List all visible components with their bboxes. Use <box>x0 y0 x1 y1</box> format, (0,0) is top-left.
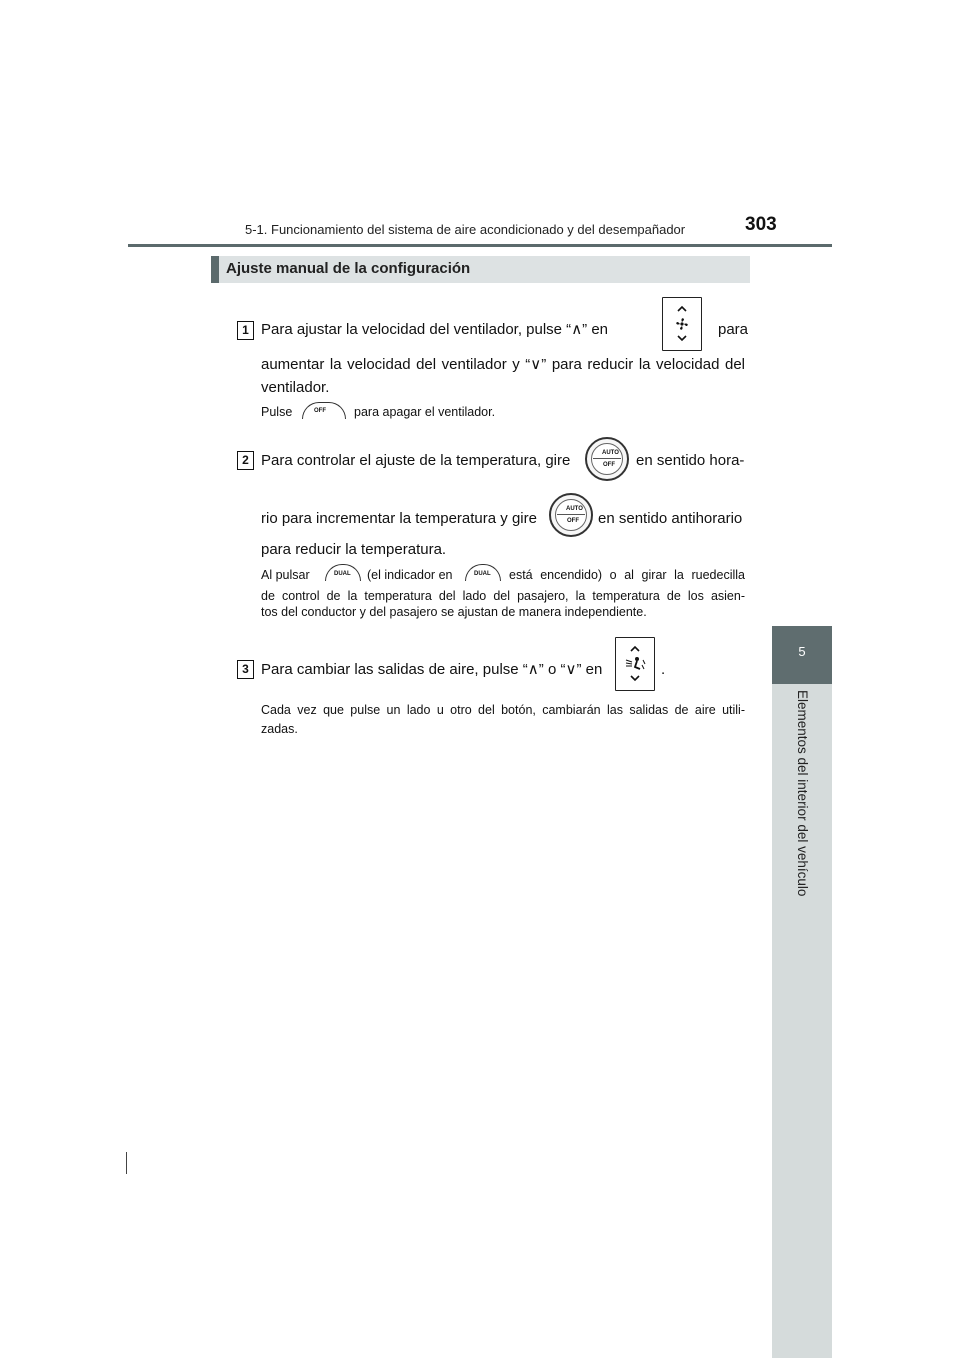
temperature-dial-face <box>591 443 623 475</box>
step-1-text-a: Para ajustar la velocidad del ventilador, pulse “ <box>261 321 572 338</box>
fan-icon <box>675 317 689 331</box>
step-2-note-2: de control de la temperatura del lado del pasajero, la temperatura de los asien- <box>261 589 745 603</box>
step-3-text-b: ” o “ <box>538 661 566 678</box>
down-symbol: ∨ <box>565 661 577 678</box>
step-number-1: 1 <box>237 321 254 340</box>
step-3-text-c: ” en <box>576 661 603 678</box>
fan-off-button[interactable] <box>302 402 346 419</box>
running-header: 5-1. Funcionamiento del sistema de aire acondicionado y del desempañador <box>245 222 686 237</box>
dual-indicator-label: DUAL <box>474 571 491 577</box>
up-symbol-2: ∧ <box>527 661 539 678</box>
step-3-text-d: . <box>661 661 666 678</box>
temperature-dial-2[interactable] <box>549 493 593 537</box>
step-2-note-1a: Al pulsar <box>261 568 310 582</box>
dial-2-divider <box>557 514 585 515</box>
up-symbol: ∧ <box>571 321 583 338</box>
step-1-text-c: para <box>718 321 749 338</box>
fan-speed-button[interactable] <box>662 297 702 351</box>
step-3-note-2: zadas. <box>261 722 298 736</box>
step-2-note-3: tos del conductor y del pasajero se ajustan de manera independiente. <box>261 605 647 619</box>
temperature-dial[interactable] <box>585 437 629 481</box>
page-number: 303 <box>745 214 777 235</box>
step-2-note-1c: está encendido) o al girar la ruedecilla <box>509 568 745 582</box>
airflow-mode-button[interactable] <box>615 637 655 691</box>
step-1-text-b: ” en <box>582 321 609 338</box>
step-2-text-d: en sentido antihorario <box>598 510 743 527</box>
off-label-2: OFF <box>567 518 579 524</box>
chapter-title: Elementos del interior del vehículo <box>795 690 810 897</box>
auto-label-2: AUTO <box>566 506 583 512</box>
airflow-mode-icon <box>623 656 647 672</box>
header-rule <box>128 244 832 247</box>
temperature-dial-2-face <box>555 499 587 531</box>
crop-mark <box>126 1152 127 1174</box>
fan-off-label: OFF <box>314 408 326 414</box>
step-3-text-a: Para cambiar las salidas de aire, pulse “ <box>261 661 528 678</box>
dual-button[interactable] <box>325 564 361 581</box>
step-1-line-3: ventilador. <box>261 379 330 396</box>
step-2-line-3: para reducir la temperatura. <box>261 541 447 558</box>
dial-divider <box>593 458 621 459</box>
dual-indicator-button[interactable] <box>465 564 501 581</box>
off-label: OFF <box>603 462 615 468</box>
step-number-2: 2 <box>237 451 254 470</box>
auto-label: AUTO <box>602 450 619 456</box>
step-2-text-a: Para controlar el ajuste de la temperatura, gire <box>261 452 571 469</box>
section-banner-accent <box>211 256 219 283</box>
step-1-line-1 <box>261 319 608 341</box>
chapter-number: 5 <box>798 644 806 659</box>
step-1-line-2: aumentar la velocidad del ventilador y “∨” para reducir la velocidad del <box>261 356 745 373</box>
step-2-text-b: en sentido hora- <box>636 452 745 469</box>
step-2-note-1b: (el indicador en <box>367 568 453 582</box>
step-2-text-c: rio para incrementar la temperatura y gire <box>261 510 537 527</box>
step-3-line-1 <box>261 659 602 681</box>
section-title: Ajuste manual de la configuración <box>226 260 471 277</box>
step-1-note-a: Pulse <box>261 405 293 419</box>
step-1-note-b: para apagar el ventilador. <box>354 405 496 419</box>
dual-label: DUAL <box>334 571 351 577</box>
step-3-note-1: Cada vez que pulse un lado u otro del botón, cambiarán las salidas de aire utili- <box>261 703 745 717</box>
step-number-3: 3 <box>237 660 254 679</box>
